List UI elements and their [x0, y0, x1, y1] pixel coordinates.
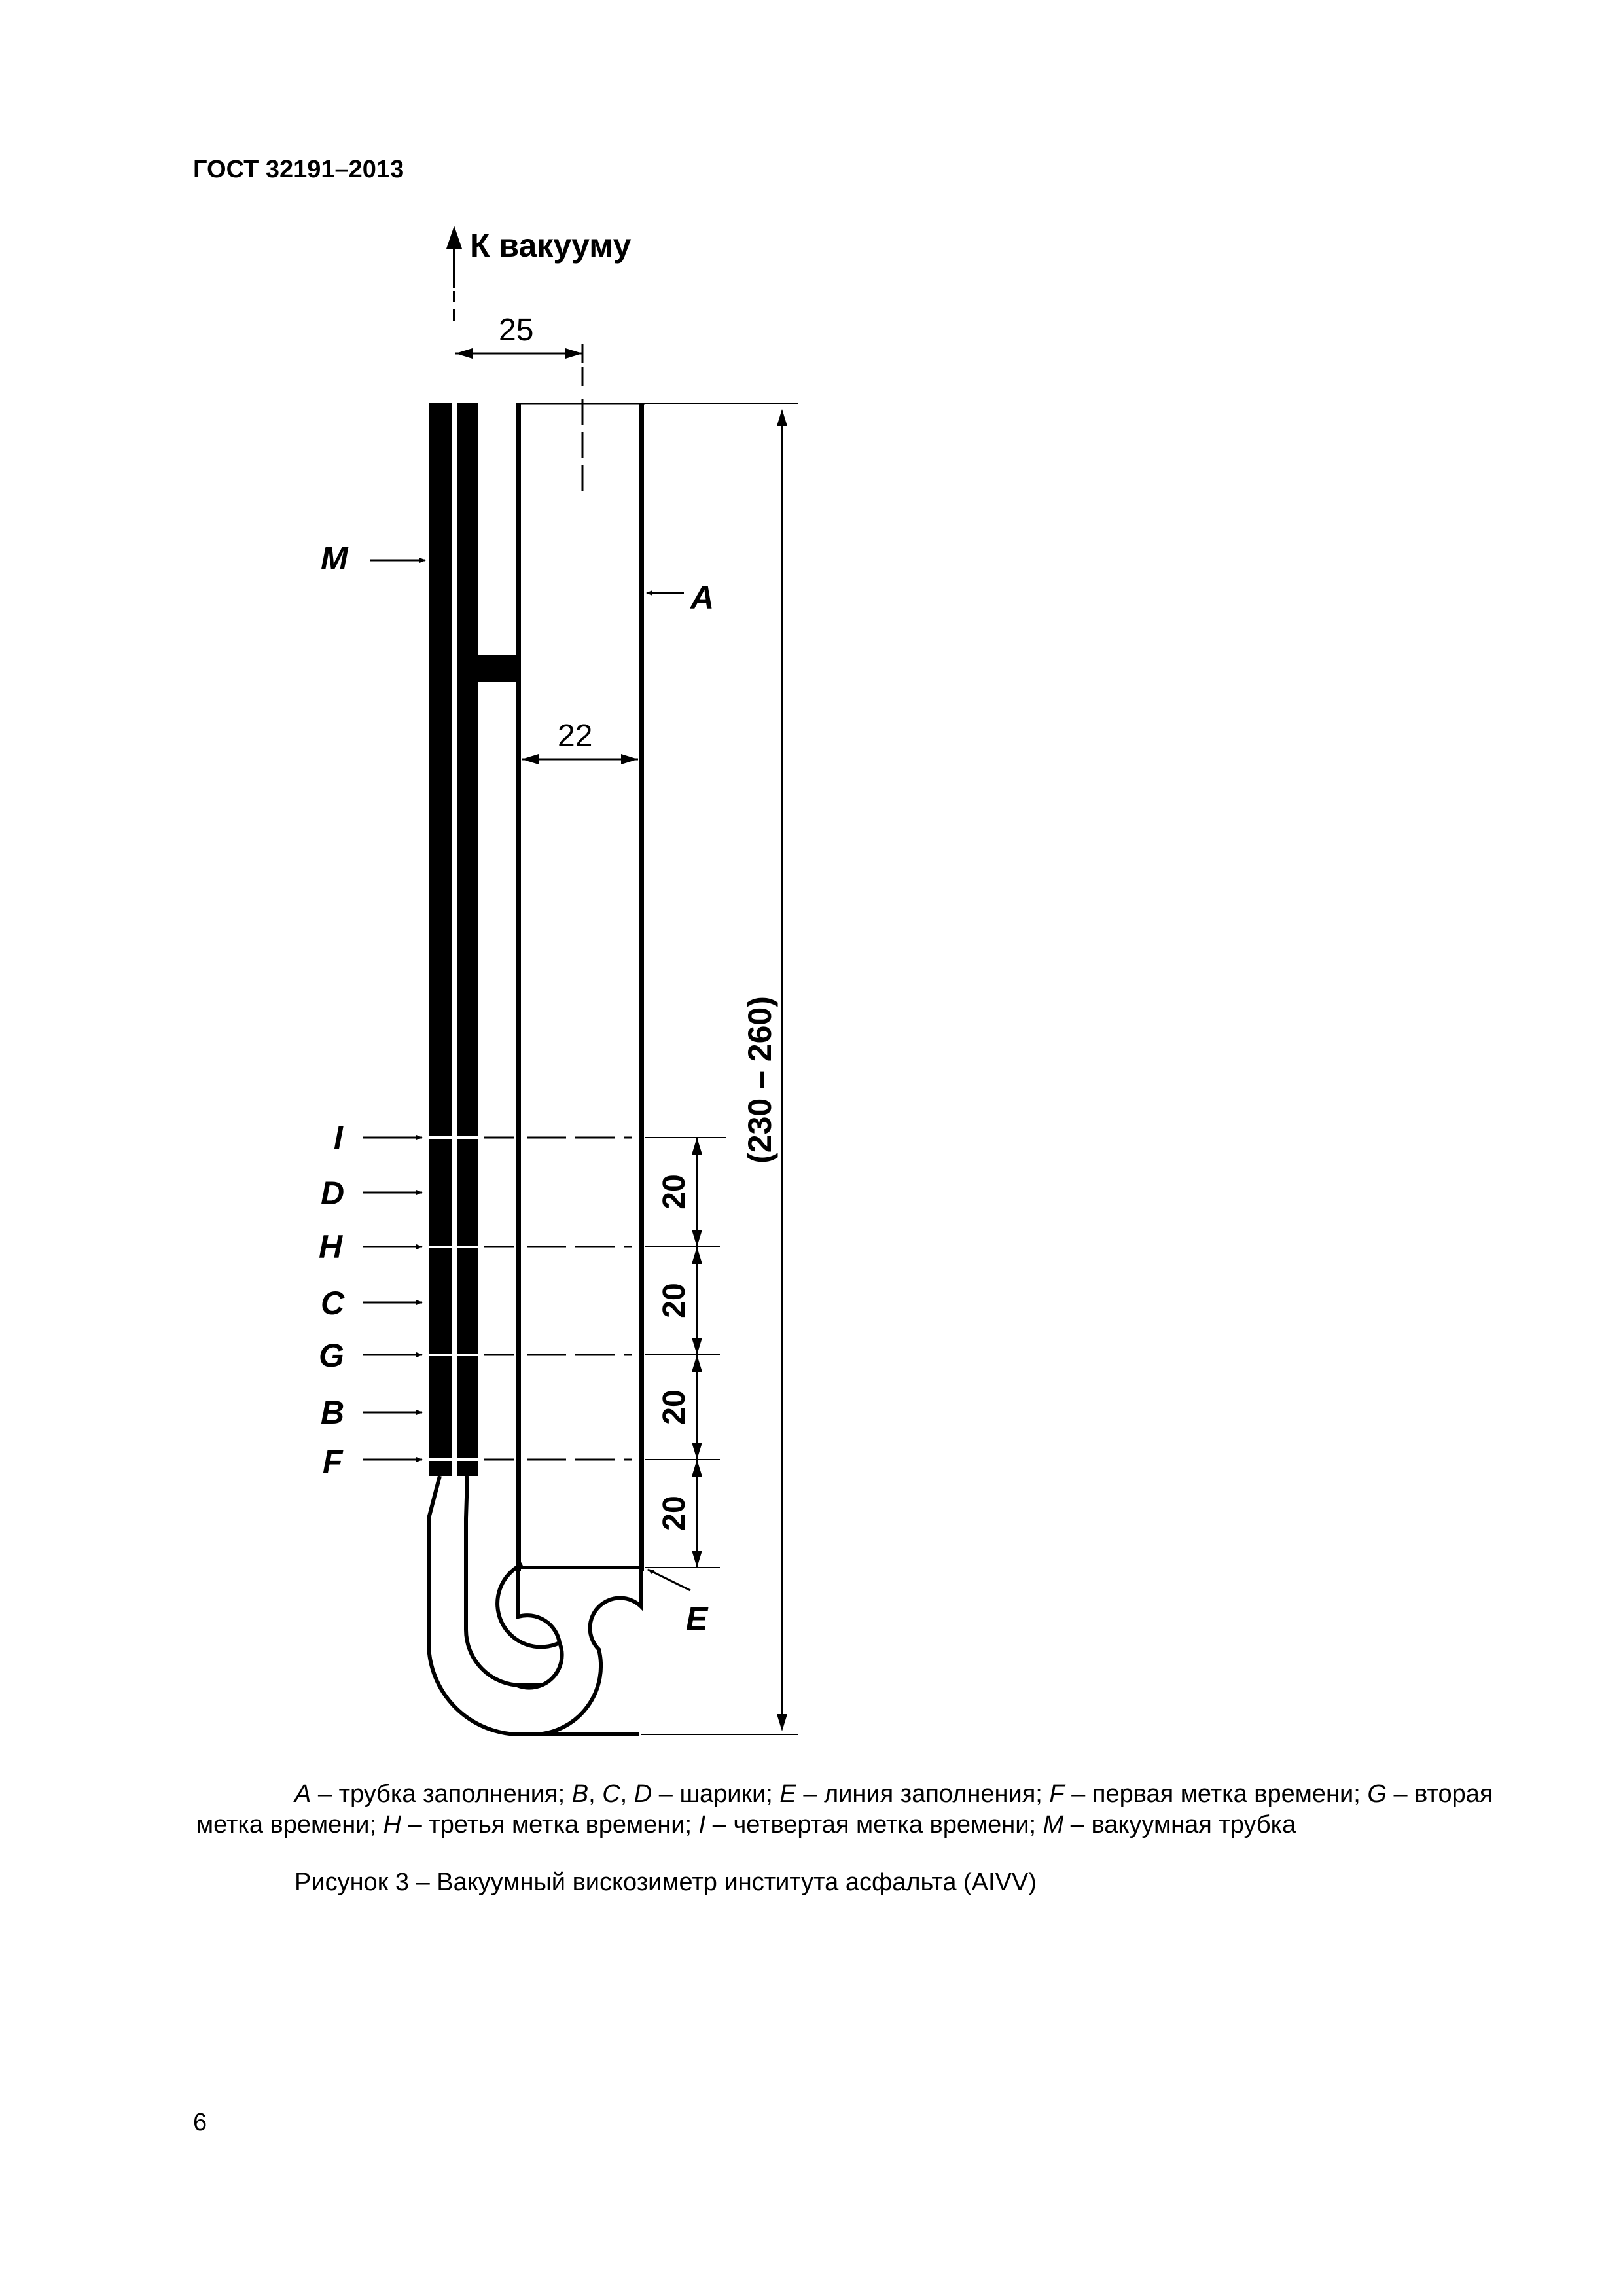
label-a: A — [690, 579, 715, 616]
legend-term-h: H — [383, 1811, 402, 1839]
legend-term-g: G — [1367, 1780, 1387, 1808]
legend-text-i: – четвертая метка времени; — [705, 1811, 1043, 1839]
legend-text-e: – линия заполнения; — [796, 1780, 1050, 1808]
label-f: F — [323, 1443, 343, 1480]
legend-term-e: E — [779, 1780, 796, 1808]
legend-term-b: B — [571, 1780, 589, 1808]
legend-term-m: M — [1043, 1811, 1064, 1839]
dim-25-label: 25 — [499, 313, 534, 348]
legend-text-d: – шарики; — [652, 1780, 780, 1808]
label-m: M — [321, 540, 348, 577]
dim-22 — [522, 754, 638, 764]
legend-text-m: – вакуумная трубка — [1063, 1811, 1296, 1839]
legend-text-b: , — [588, 1780, 603, 1808]
dim-20-chain — [692, 1138, 702, 1568]
page-number: 6 — [193, 2109, 207, 2136]
dim-22-label: 22 — [558, 719, 593, 753]
legend-text-h: – третья метка времени; — [401, 1811, 699, 1839]
label-e: E — [686, 1600, 708, 1637]
vacuum-arrow — [446, 226, 462, 321]
side-connector — [478, 655, 520, 682]
legend-term-a: A — [294, 1780, 312, 1808]
label-g: G — [319, 1337, 344, 1374]
figure-caption: Рисунок 3 – Вакуумный вискозиметр института асфальта (AIVV) — [294, 1869, 1037, 1896]
legend-term-f: F — [1049, 1780, 1065, 1808]
dim-20-label-4: 20 — [657, 1496, 692, 1531]
label-d: D — [321, 1175, 345, 1211]
legend-text-c: , — [620, 1780, 634, 1808]
figure-legend — [196, 1779, 1505, 1840]
dim-total-label: (230 – 260) — [741, 996, 778, 1164]
document-header: ГОСТ 32191–2013 — [193, 156, 404, 183]
label-c: C — [321, 1285, 345, 1321]
label-b: B — [321, 1394, 345, 1431]
dim-20-label-2: 20 — [657, 1283, 692, 1318]
filling-tube — [518, 403, 645, 1571]
dim-20-label-1: 20 — [657, 1174, 692, 1210]
label-i: I — [334, 1119, 343, 1156]
vacuum-label: К вакууму — [470, 227, 632, 264]
dim-20-label-3: 20 — [657, 1390, 692, 1425]
legend-term-c: C — [602, 1780, 620, 1808]
legend-text-g: – вторая метка времени; — [196, 1780, 1493, 1839]
legend-term-d: D — [633, 1780, 652, 1808]
legend-text-f: – первая метка времени; — [1064, 1780, 1368, 1808]
label-h: H — [319, 1229, 343, 1265]
legend-text-a: – трубка заполнения; — [311, 1780, 572, 1808]
legend-term-i: I — [698, 1811, 706, 1839]
